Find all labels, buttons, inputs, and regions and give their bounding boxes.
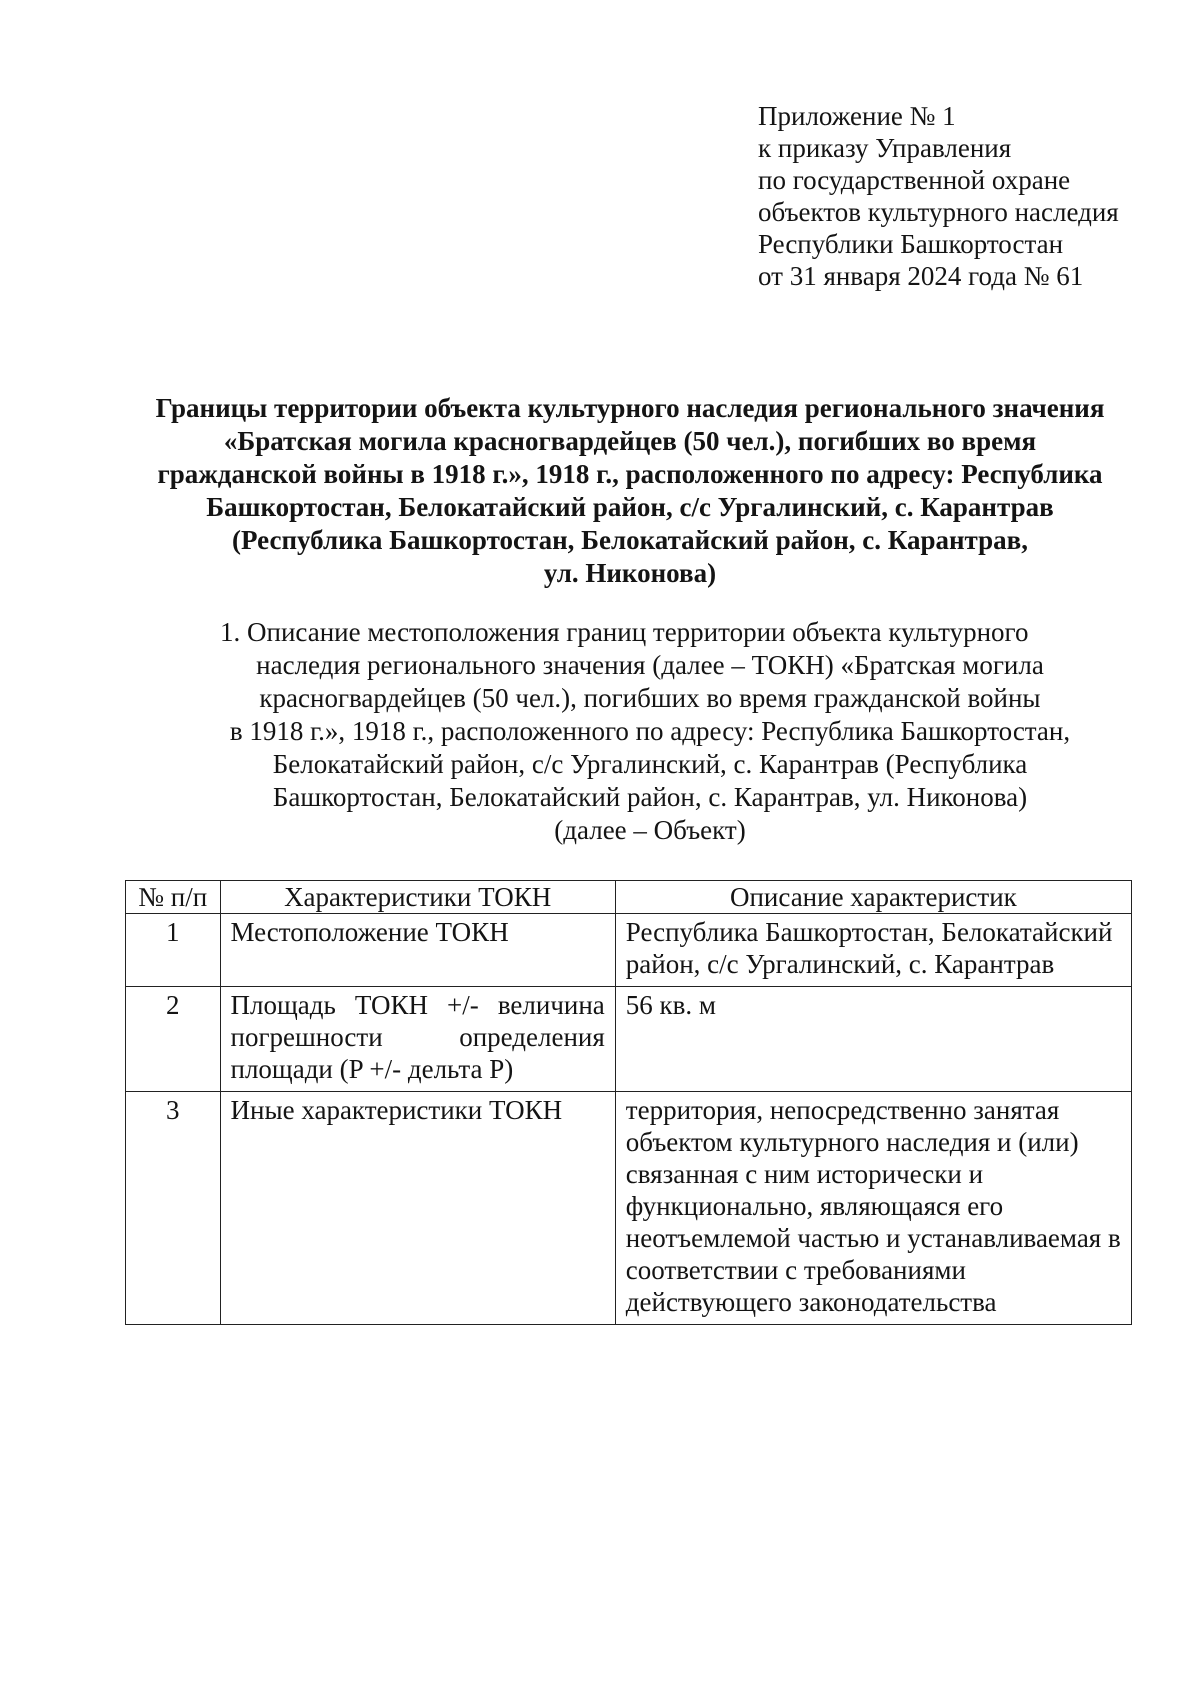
title-line: «Братская могила красногвардейцев (50 чел.), погибших во время [223,426,1037,456]
row-description: территория, непосредственно занятая объектом культурного наследия и (или) связанная с ним исторически и функционально, являющаяся его неотъемлемой частью и устанавливаемая в соответствии с требованиями действующего законодательства [615,1092,1131,1325]
appendix-header [758,100,1178,292]
title-line: (Республика Башкортостан, Белокатайский район, с. Карантрав, [232,525,1028,555]
table-header-row [126,881,1132,914]
row-number: 1 [126,914,221,987]
section-line: (далее – Объект) [554,815,746,845]
section-1-heading [200,616,1150,847]
characteristics-table [125,880,1132,1325]
row-description: Республика Башкортостан, Белокатайский район, с/с Ургалинский, с. Карантрав [615,914,1131,987]
header-number: № п/п [126,881,221,914]
row-number: 2 [126,987,221,1092]
table-row [126,1092,1132,1325]
title-line: Башкортостан, Белокатайский район, с/с Ургалинский, с. Карантрав [206,492,1054,522]
row-characteristic: Иные характеристики ТОКН [220,1092,615,1325]
title-line: Границы территории объекта культурного наследия регионального значения [155,393,1105,423]
header-characteristics: Характеристики ТОКН [220,881,615,914]
row-characteristic: Местоположение ТОКН [220,914,615,987]
section-line: Белокатайский район, с/с Ургалинский, с. Карантрав (Республика [272,749,1028,779]
title-line: ул. Никонова) [543,558,717,588]
title-line: гражданской войны в 1918 г.», 1918 г., расположенного по адресу: Республика [157,459,1103,489]
appendix-line: по государственной охране [758,165,1071,195]
appendix-line: Республики Башкортостан [758,229,1064,259]
section-line: в 1918 г.», 1918 г., расположенного по адресу: Республика Башкортостан, [229,716,1071,746]
appendix-line: от 31 января 2024 года № 61 [758,261,1084,291]
row-description: 56 кв. м [615,987,1131,1092]
section-line: 1. Описание местоположения границ территории объекта культурного [220,617,1029,647]
section-line: наследия регионального значения (далее – ТОКН) «Братская могила [256,650,1044,680]
table-row [126,987,1132,1092]
section-line: Башкортостан, Белокатайский район, с. Карантрав, ул. Никонова) [272,782,1028,812]
document-title [110,392,1150,590]
table-row [126,914,1132,987]
appendix-line: к приказу Управления [758,133,1012,163]
section-line: красногвардейцев (50 чел.), погибших во время гражданской войны [259,683,1041,713]
appendix-line: Приложение № 1 [758,101,956,131]
header-description: Описание характеристик [615,881,1131,914]
row-number: 3 [126,1092,221,1325]
row-characteristic: Площадь ТОКН +/- величина погрешности определения площади (P +/- дельта P) [220,987,615,1092]
appendix-line: объектов культурного наследия [758,197,1119,227]
